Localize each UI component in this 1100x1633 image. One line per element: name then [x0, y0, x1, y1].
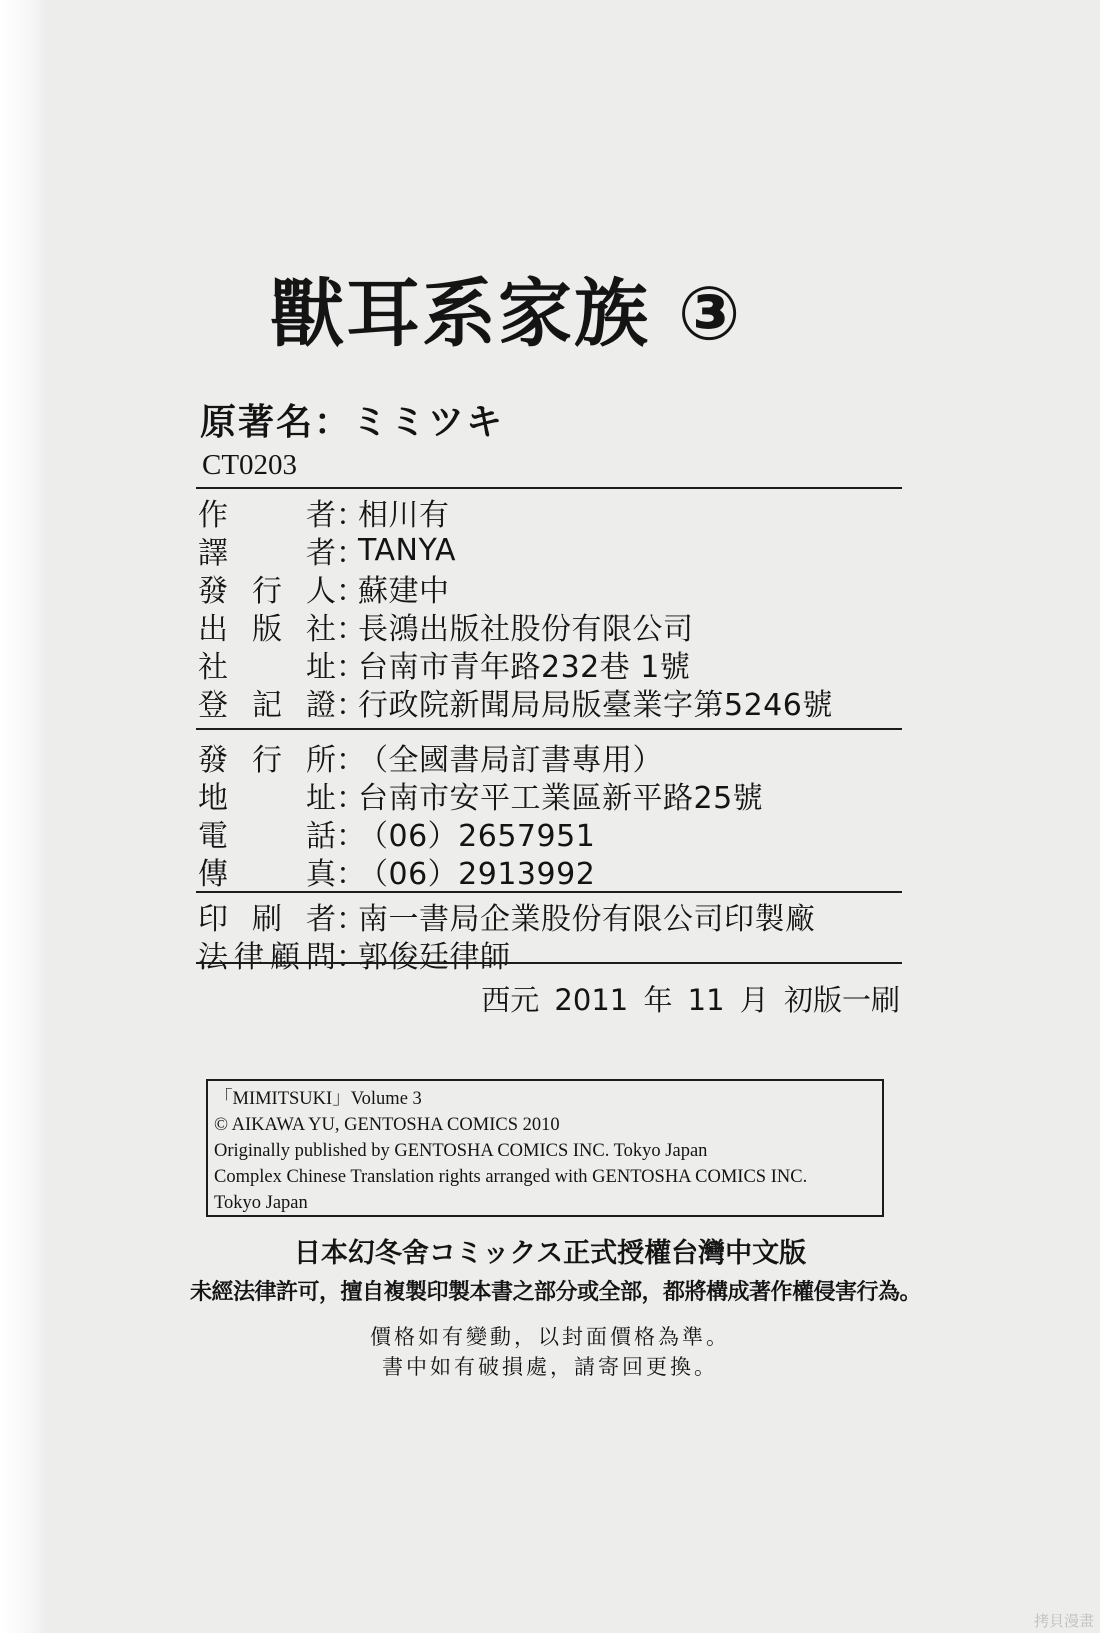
copyright-warning: 未經法律許可，擅自複製印製本書之部分或全部，都將構成著作權侵害行為。: [190, 1280, 922, 1305]
info-label-char: 社: [198, 650, 228, 685]
info-label-char: 刷: [252, 902, 282, 937]
info-label-char: 版: [252, 612, 282, 647]
copyright-line: © AIKAWA YU, GENTOSHA COMICS 2010: [214, 1115, 560, 1135]
info-colon: ：: [336, 819, 366, 854]
info-label-char: 譯: [198, 536, 228, 571]
info-label-char: 行: [252, 743, 282, 778]
license-notice: 日本幻冬舍コミックス正式授權台灣中文版: [293, 1238, 807, 1269]
info-label-char: 傳: [198, 857, 228, 892]
original-title: 原著名：ミミツキ: [200, 402, 505, 443]
info-value: （06）2913992: [358, 857, 596, 892]
info-value: 長鴻出版社股份有限公司: [358, 612, 694, 647]
info-value: 相川有: [358, 498, 450, 533]
info-value: 南一書局企業股份有限公司印製廠: [358, 902, 816, 937]
info-colon: ：: [336, 743, 366, 778]
info-row: [198, 682, 898, 722]
page-edge: [0, 0, 46, 1633]
damage-notice: 書中如有破損處，請寄回更換。: [382, 1355, 718, 1379]
info-label-char: 者: [306, 536, 336, 571]
divider-distributor: [196, 891, 902, 893]
divider-bottom: [196, 962, 902, 964]
info-value: 台南市青年路232巷 1號: [358, 650, 691, 685]
info-row: [198, 851, 898, 891]
info-label-char: 址: [306, 650, 336, 685]
edition-date: 西元 2011 年 11 月 初版一刷: [481, 983, 900, 1017]
info-label-char: 所: [306, 743, 336, 778]
info-label-char: 記: [252, 688, 282, 723]
info-row: [198, 896, 898, 936]
info-label-char: 行: [252, 574, 282, 609]
info-value: 行政院新聞局局版臺業字第5246號: [358, 688, 833, 723]
copyright-line: 「MIMITSUKI」Volume 3: [214, 1089, 422, 1109]
info-colon: ：: [336, 612, 366, 647]
info-label-char: 法: [198, 940, 228, 975]
info-label: [198, 932, 336, 976]
info-row: [198, 775, 898, 815]
info-row: [198, 530, 898, 570]
info-label-char: 址: [306, 781, 336, 816]
copyright-line: Tokyo Japan: [214, 1193, 308, 1213]
info-label-char: 電: [198, 819, 228, 854]
info-label-char: 證: [306, 688, 336, 723]
watermark: 拷貝漫畫: [1033, 1612, 1094, 1630]
info-colon: ：: [336, 857, 366, 892]
info-colon: ：: [336, 498, 366, 533]
info-colon: ：: [336, 536, 366, 571]
info-label-char: 律: [234, 940, 264, 975]
info-colon: ：: [336, 940, 366, 975]
divider-publisher: [196, 728, 902, 730]
info-row: [198, 568, 898, 608]
info-label-char: 者: [306, 902, 336, 937]
info-colon: ：: [336, 688, 366, 723]
info-value: （06）2657951: [358, 819, 596, 854]
info-value: （全國書局訂書專用）: [358, 743, 663, 778]
info-label-char: 者: [306, 498, 336, 533]
price-notice: 價格如有變動，以封面價格為準。: [370, 1325, 730, 1349]
info-label-char: 印: [198, 902, 228, 937]
info-label-char: 地: [198, 781, 228, 816]
info-label-char: 登: [198, 688, 228, 723]
copyright-line: Complex Chinese Translation rights arranged with GENTOSHA COMICS INC.: [214, 1167, 808, 1187]
info-label-char: 出: [198, 612, 228, 647]
divider-top: [196, 487, 902, 489]
product-code: CT0203: [202, 449, 298, 481]
info-colon: ：: [336, 574, 366, 609]
info-label: [198, 680, 336, 724]
info-label: [198, 849, 336, 893]
info-value: 蘇建中: [358, 574, 450, 609]
info-label-char: 話: [306, 819, 336, 854]
info-label-char: 問: [306, 940, 336, 975]
info-label-char: 顧: [270, 940, 300, 975]
info-row: [198, 492, 898, 532]
info-value: 郭俊廷律師: [358, 940, 511, 975]
info-value: 台南市安平工業區新平路25號: [358, 781, 764, 816]
copyright-box: [206, 1079, 884, 1217]
info-label-char: 發: [198, 743, 228, 778]
info-label-char: 真: [306, 857, 336, 892]
info-row: [198, 813, 898, 853]
book-title: 獸耳系家族 ③: [270, 271, 743, 357]
info-row: [198, 737, 898, 777]
info-label-char: 作: [198, 498, 228, 533]
info-label-char: 發: [198, 574, 228, 609]
info-colon: ：: [336, 902, 366, 937]
info-colon: ：: [336, 650, 366, 685]
info-row: [198, 606, 898, 646]
info-value: TANYA: [358, 532, 456, 568]
info-label-char: 社: [306, 612, 336, 647]
copyright-line: Originally published by GENTOSHA COMICS INC. Tokyo Japan: [214, 1141, 708, 1161]
info-colon: ：: [336, 781, 366, 816]
info-label-char: 人: [306, 574, 336, 609]
info-row: [198, 934, 898, 974]
info-row: [198, 644, 898, 684]
